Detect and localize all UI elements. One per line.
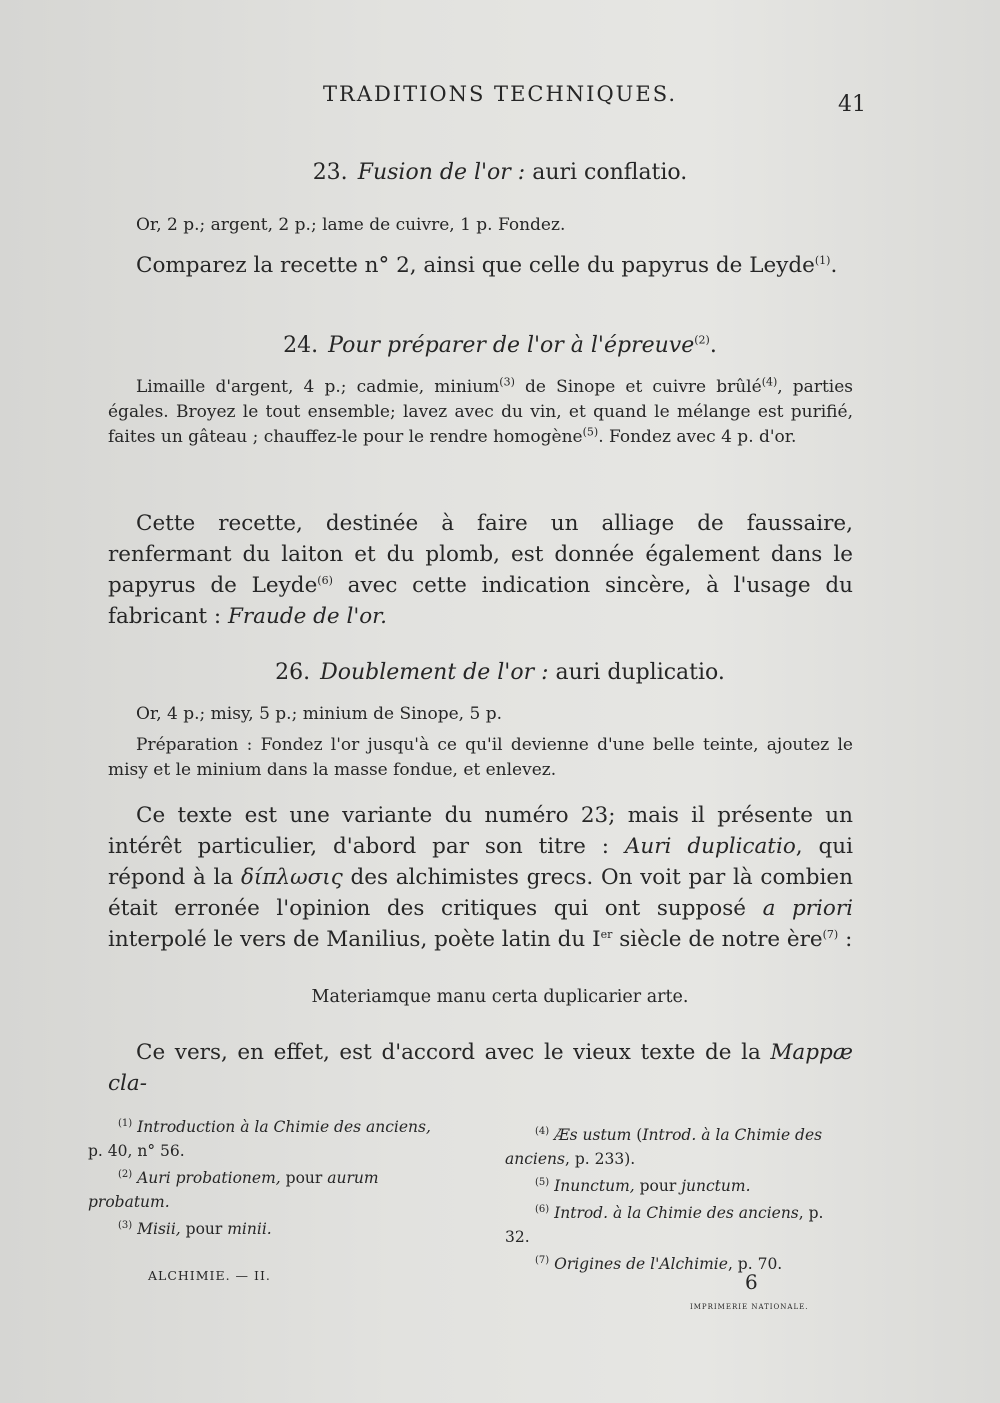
comment-text: interpolé le vers de Manilius, poète latin du I	[108, 927, 601, 952]
recipe-text: de Sinope et cuivre brûlé	[514, 377, 762, 397]
section-23-comment	[108, 250, 853, 281]
footnote-text: , p. 70.	[727, 1255, 783, 1274]
running-title: TRADITIONS TECHNIQUES.	[322, 82, 678, 106]
comment-text: Comparez la recette n° 2, ainsi que celle du papyrus de Leyde	[136, 253, 815, 278]
footnote-text: (	[631, 1126, 643, 1145]
footnote-italic: Introd. à la Chimie des anciens	[505, 1126, 823, 1169]
greek-word: δίπλωσις	[240, 865, 343, 890]
section-23-heading	[0, 160, 1000, 185]
footnote-italic: Misii,	[137, 1220, 181, 1239]
footnote-2	[88, 1163, 448, 1214]
footnote-text: , p. 233).	[564, 1150, 636, 1169]
footnote-italic: Origines de l'Alchimie	[554, 1255, 728, 1274]
comment-text: siècle de notre ère	[612, 927, 823, 952]
footnote-tag: (5)	[535, 1177, 550, 1189]
footnote-italic: Æs ustum	[554, 1126, 632, 1145]
footnote-1	[88, 1112, 448, 1163]
footnote-ref: (7)	[822, 927, 839, 941]
footnote-tag: (6)	[535, 1204, 550, 1216]
section-number: 24.	[283, 333, 319, 358]
footnote-italic: minii.	[227, 1220, 272, 1239]
comment-italic: Fraude de l'or.	[227, 604, 387, 629]
section-latin-title: auri conflatio.	[532, 160, 688, 185]
continuation-paragraph	[108, 1037, 853, 1099]
page-number: 41	[838, 92, 866, 117]
ordinal-superscript: er	[600, 927, 613, 941]
comment-text: , qui répond à la	[108, 834, 854, 890]
recipe-text: , parties égales. Broyez le tout ensemble; lavez avec du vin, et quand le mélange est purifié, faites un gâteau ; chauffez-le pour le rendre homogène	[108, 377, 854, 447]
section-24-heading	[0, 333, 1000, 358]
latin-verse: Materiamque manu certa duplicarier arte.	[311, 987, 689, 1007]
footnote-3	[88, 1214, 448, 1241]
footnote-italic: Auri probationem,	[137, 1169, 281, 1188]
footnote-italic: Introd. à la Chimie des anciens	[554, 1204, 799, 1223]
section-title-end: .	[709, 333, 717, 358]
comment-text: :	[838, 927, 853, 952]
section-title: Doublement de l'or :	[320, 660, 549, 685]
footnote-ref: (5)	[582, 425, 599, 439]
sheet-number: 6	[745, 1270, 758, 1294]
footnote-ref: (1)	[814, 253, 831, 267]
footnote-ref: (2)	[694, 333, 710, 347]
section-26-recipe-2: Préparation : Fondez l'or jusqu'à ce qu'il devienne d'une belle teinte, ajoutez le misy et le minium dans la masse fondue, et enlevez.	[108, 735, 853, 780]
section-number: 23.	[312, 160, 348, 185]
section-latin-title: auri duplicatio.	[555, 660, 725, 685]
section-number: 26.	[275, 660, 311, 685]
section-24-recipe	[108, 375, 853, 450]
footnote-5	[505, 1171, 845, 1198]
section-26-heading	[0, 660, 1000, 685]
comment-text: Cette recette, destinée à faire un alliage de faussaire, renfermant du laiton et du plomb, est donnée également dans le papyrus de Leyde	[108, 511, 853, 598]
footnotes-left	[88, 1112, 448, 1241]
footnote-tag: (3)	[118, 1220, 133, 1232]
section-title: Fusion de l'or :	[357, 160, 526, 185]
section-24-comment	[108, 508, 853, 632]
printer-imprint: IMPRIMERIE NATIONALE.	[690, 1303, 809, 1311]
footnote-tag: (7)	[535, 1255, 550, 1267]
footnote-text: , p. 32.	[505, 1204, 824, 1247]
signature-mark: ALCHIMIE. — II.	[148, 1268, 271, 1283]
footnote-4	[505, 1120, 845, 1171]
comment-text: Ce texte est une variante du numéro 23; mais il présente un intérêt particulier, d'abord par son titre :	[108, 803, 853, 859]
footnote-italic: Inunctum,	[554, 1177, 635, 1196]
recipe-text: Limaille d'argent, 4 p.; cadmie, minium	[136, 377, 500, 397]
section-26-comment	[108, 800, 853, 955]
recipe-text: . Fondez avec 4 p. d'or.	[598, 427, 797, 447]
comment-text: Ce vers, en effet, est d'accord avec le vieux texte de la	[136, 1040, 771, 1065]
footnote-italic: Introduction à la Chimie des anciens,	[137, 1118, 431, 1137]
section-23-recipe: Or, 2 p.; argent, 2 p.; lame de cuivre, 1 p. Fondez.	[136, 215, 566, 235]
footnote-text: pour	[180, 1220, 228, 1239]
footnote-tag: (2)	[118, 1169, 133, 1181]
comment-italic: Auri duplicatio	[624, 834, 796, 859]
comment-italic: Mappæ cla-	[108, 1040, 853, 1096]
section-title: Pour préparer de l'or à l'épreuve	[328, 333, 695, 358]
footnote-7	[505, 1249, 845, 1276]
footnote-italic: aurum probatum.	[88, 1169, 379, 1212]
section-26-recipe-1: Or, 4 p.; misy, 5 p.; minium de Sinope, 5 p.	[136, 704, 502, 724]
comment-end: .	[830, 253, 838, 278]
footnote-text: p. 40, n° 56.	[88, 1142, 185, 1161]
footnote-ref: (6)	[317, 573, 333, 587]
footnote-text: pour	[280, 1169, 328, 1188]
footnote-tag: (1)	[118, 1118, 133, 1129]
footnote-ref: (3)	[499, 375, 515, 389]
footnotes-right	[505, 1120, 845, 1277]
footnote-tag: (4)	[535, 1126, 550, 1137]
comment-text: avec cette indication sincère, à l'usage du fabricant :	[108, 573, 854, 629]
footnote-ref: (4)	[761, 375, 778, 389]
comment-text: des alchimistes grecs. On voit par là combien était erronée l'opinion des critiques qui ont supposé	[108, 865, 854, 921]
footnote-text: pour	[634, 1177, 682, 1196]
footnote-6	[505, 1198, 845, 1249]
comment-italic: a priori	[762, 896, 853, 921]
footnote-italic: junctum.	[681, 1177, 751, 1196]
